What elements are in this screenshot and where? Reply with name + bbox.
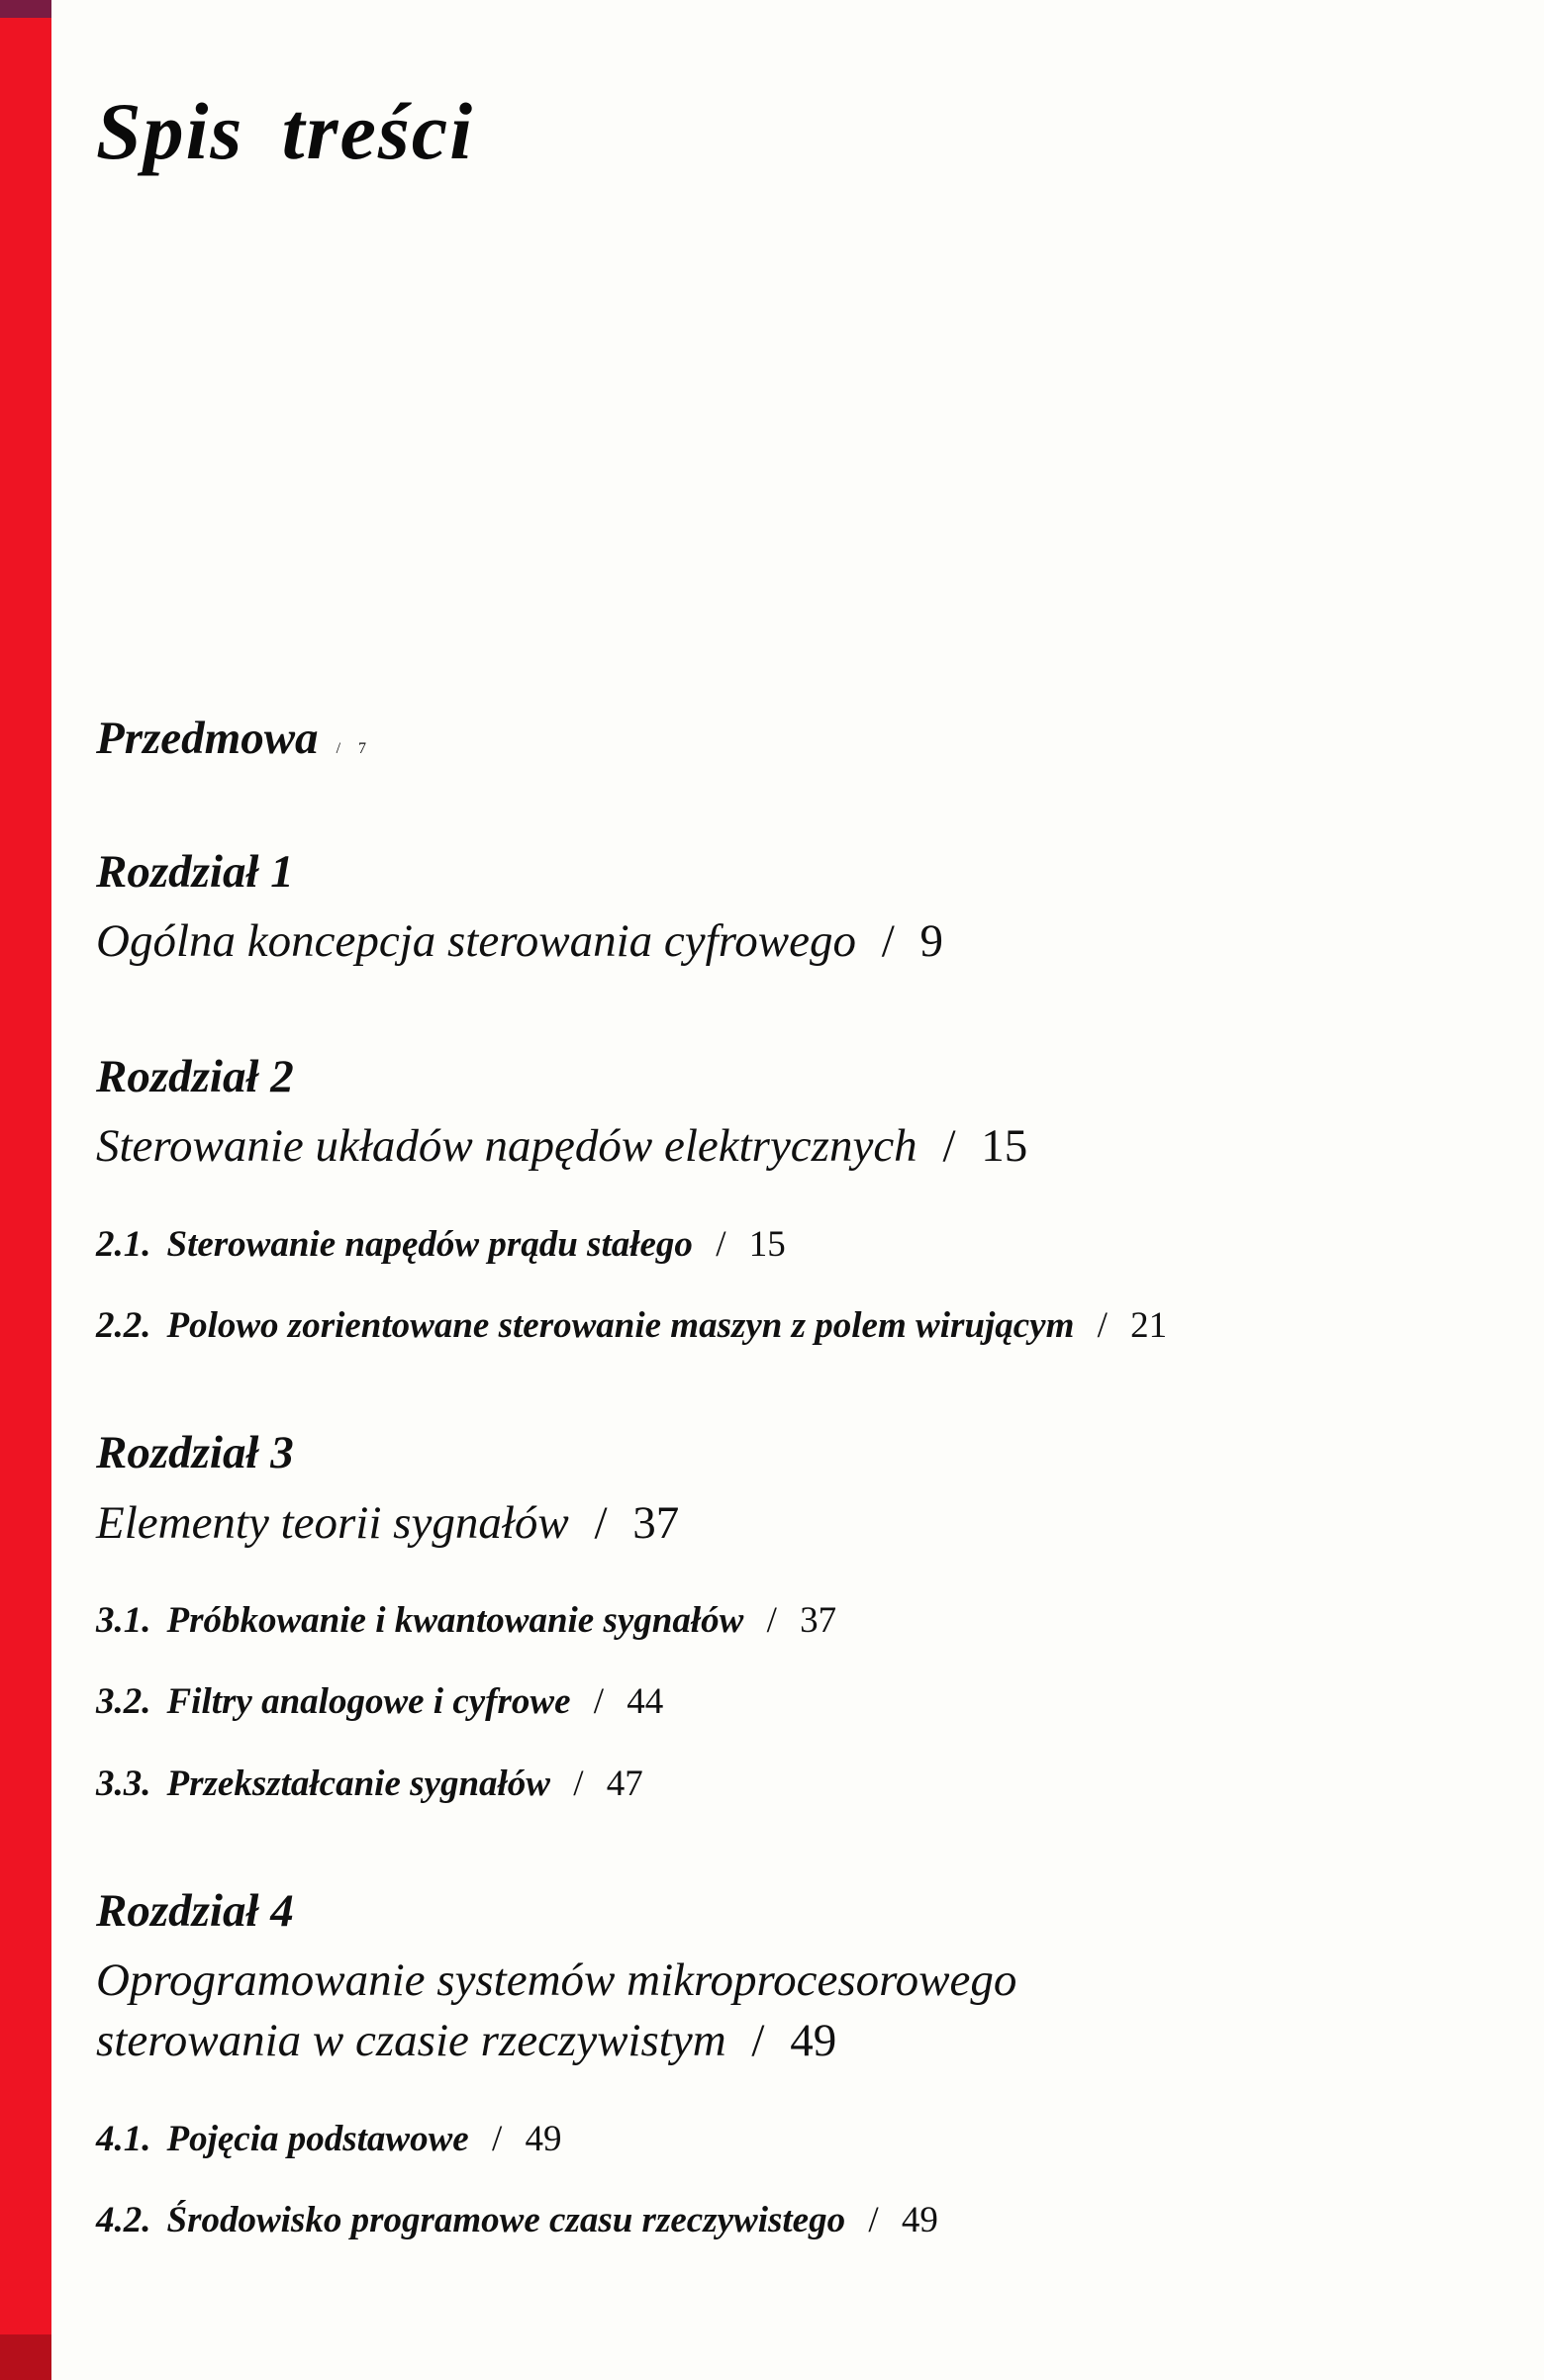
toc-section-4-1	[96, 2118, 1482, 2161]
page-number: 15	[748, 1223, 786, 1265]
chapter-heading: Rozdział 2	[96, 1051, 294, 1103]
chapter-title-row	[96, 1951, 1096, 2071]
chapter-title-row	[96, 1493, 1482, 1554]
page-number: 49	[790, 2015, 837, 2067]
page-number: 49	[525, 2118, 562, 2159]
stripe-shadow-top	[0, 0, 51, 18]
separator-slash: /	[766, 1599, 777, 1641]
section-number: 4.2.	[96, 2199, 151, 2240]
page-number: 47	[606, 1762, 643, 1804]
toc-section-3-1	[96, 1599, 1482, 1643]
page-number: 44	[627, 1681, 664, 1723]
chapter-title: Oprogramowanie systemów mikroprocesorowego sterowania w czasie rzeczywistym	[96, 1954, 1017, 2067]
section-title: Sterowanie napędów prądu stałego	[166, 1223, 693, 1265]
book-edge-stripe	[0, 0, 51, 2380]
toc-section-2-2	[96, 1304, 1482, 1348]
separator-slash: /	[491, 2118, 503, 2159]
section-number: 3.2.	[96, 1681, 151, 1723]
toc-section-3-3	[96, 1762, 1482, 1806]
section-title: Przekształcanie sygnałów	[166, 1762, 550, 1804]
section-title: Środowisko programowe czasu rzeczywistego	[166, 2199, 846, 2240]
toc-section-4-2	[96, 2199, 1482, 2242]
page-title: Spis treści	[96, 86, 474, 176]
separator-slash: /	[1097, 1304, 1108, 1346]
page-number: 37	[632, 1496, 680, 1549]
separator-slash: /	[594, 1496, 608, 1549]
toc-chapter-1	[96, 844, 1482, 972]
chapter-heading: Rozdział 1	[96, 845, 294, 898]
separator-slash: /	[716, 1223, 726, 1265]
chapter-title-row	[96, 1116, 1482, 1177]
toc-content	[96, 87, 1482, 2280]
chapter-sections	[96, 1223, 1482, 1349]
page-number: 9	[919, 914, 944, 967]
section-title: Filtry analogowe i cyfrowe	[166, 1681, 571, 1723]
separator-slash: /	[593, 1681, 605, 1723]
section-title: Polowo zorientowane sterowanie maszyn z polem wirującym	[166, 1304, 1075, 1346]
preface-label: Przedmowa	[96, 713, 319, 765]
section-number: 3.3.	[96, 1762, 151, 1804]
page-number: 7	[358, 740, 367, 758]
toc-chapter-2	[96, 1049, 1482, 1348]
page-number: 21	[1130, 1304, 1168, 1346]
chapter-heading: Rozdział 3	[96, 1427, 294, 1479]
section-title: Próbkowanie i kwantowanie sygnałów	[166, 1599, 744, 1641]
toc-chapter-3	[96, 1425, 1482, 1806]
page-number: 49	[901, 2199, 938, 2240]
section-title: Pojęcia podstawowe	[166, 2118, 469, 2159]
section-number: 3.1.	[96, 1599, 151, 1641]
separator-slash: /	[573, 1762, 584, 1804]
section-number: 2.2.	[96, 1304, 151, 1346]
chapter-sections	[96, 2118, 1482, 2243]
separator-slash: /	[751, 2015, 765, 2067]
toc-section-2-1	[96, 1223, 1482, 1267]
chapter-title: Ogólna koncepcja sterowania cyfrowego	[96, 914, 856, 967]
chapter-title-row	[96, 911, 1482, 972]
stripe-shadow-bottom	[0, 2334, 51, 2380]
chapter-sections	[96, 1599, 1482, 1806]
chapter-title: Elementy teorii sygnałów	[96, 1496, 569, 1549]
page-number: 37	[800, 1599, 837, 1641]
toc-section-3-2	[96, 1680, 1482, 1724]
page-number: 15	[981, 1120, 1028, 1173]
separator-slash: /	[336, 740, 341, 758]
separator-slash: /	[942, 1120, 956, 1173]
toc-chapter-4	[96, 1883, 1482, 2242]
toc-entry-preface	[96, 711, 1482, 766]
section-number: 2.1.	[96, 1223, 151, 1265]
separator-slash: /	[881, 914, 895, 967]
separator-slash: /	[868, 2199, 879, 2240]
chapter-heading: Rozdział 4	[96, 1884, 294, 1937]
section-number: 4.1.	[96, 2118, 151, 2159]
chapter-title: Sterowanie układów napędów elektrycznych	[96, 1120, 917, 1173]
